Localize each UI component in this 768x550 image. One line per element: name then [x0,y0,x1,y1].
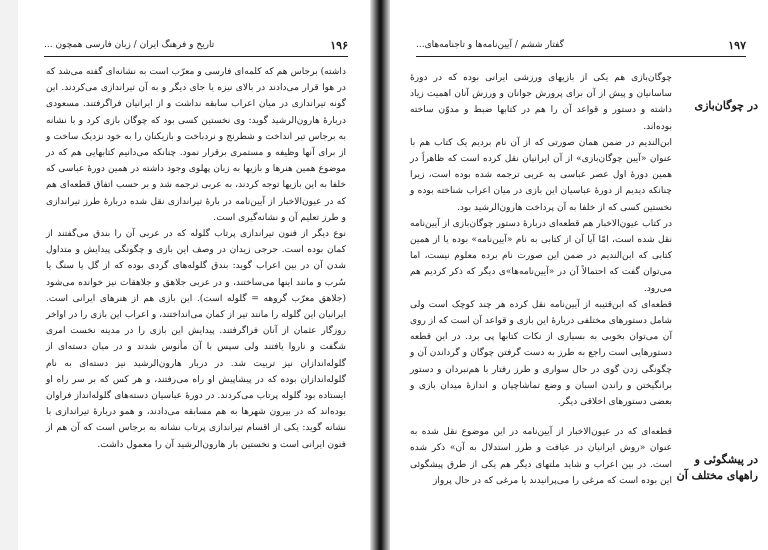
section-heading-divination: در پیشگوئی و راههای مختلف آن [676,453,758,482]
page-number: ۱۹۷ [728,38,746,52]
left-page-body [46,64,346,453]
paragraph: ابن‌الندیم در ضمن همان صورتی که از آن نام بردیم یک کتاب هم با عنوان «آیین چوگان‌بازی» از آن ایرانیان نقل کرده است که ظاهراً در همین دورهٔ اول عصر عباسی به عربی ترجمه شده بوده است، زیرا چنانکه دیدیم از دورهٔ عباسیان این بازی در میان اعراب شناخته بوده و نخستین کسی که از خلفا به آن پرداخت هارون‌الرشید بود. [410,137,672,213]
running-title: گفتار ششم / آیین‌نامه‌ها و تاجنامه‌های... [416,40,564,50]
book-spine [370,0,390,550]
paragraph: در کتاب عیون‌الاخبار هم قطعه‌ای دربارهٔ دستور چوگان‌بازی از آیین‌نامه نقل شده است، امّا آیا آن از کتابی به نام «آیین‌نامه» بوده یا از همین کتابی که ابن‌الندیم در ضمن این صورت نام برده معلوم نیست، اما می‌توان گفت که احتمالاً آن در «آیین‌نامه‌ها»ی دیگر که ذکر کردیم هم می‌رود. [410,218,672,294]
paragraph: قطعه‌ای که در عیون‌الاخبار از آیین‌نامه در این موضوع نقل شده به عنوان «روش ایرانیان در عیافت و طرز استدلال به آن» ذکر شده است. در بین اعراب و شاید ملتهای دیگر هم یکی از طرق پیشگوئی این بوده است که مرغی را می‌پرانیدند یا مرغی که در حال پرواز [410,427,672,486]
right-page-body [410,70,672,489]
running-title: تاریخ و فرهنگ ایران / زبان فارسی همچون ... [44,40,215,50]
paragraph: نوع دیگر از فنون تیراندازی پرتاب گلوله که در عربی آن را بندق می‌گفتند از کمان بوده است. جرجی زیدان در وصف این بازی و چگونگی پیدایش و متداول شدن آن در بین اعراب گوید: بندق گلوله‌های گردی بوده که از گل یا سنگ یا سُرب و مانند اینها می‌ساختند، و در عربی جلاهق و جلاهقات نیز خوانده می‌شود (جلاهق معرّب گروهه = گلوله است). این بازی هم از هنرهای ایرانی است. ایرانیان این گلوله را مانند تیر از کمان می‌انداختند، و اعراب این بازی را در اواخر روزگار عثمان از آنان فراگرفتند. پیدایش این بازی را در مدینه نخست امری شگفت و ناروا یافتند ولی سپس با آن مأنوس شدند و در میان دسته‌ای از گلوله‌اندازان نیز تربیت شد. در دربار هارون‌الرشید نیز دسته‌ای به نام گلوله‌اندازان بوده که در پیشاپیش او راه می‌رفتند، و هر کس که بر سر راه او ایستاده بود گلوله پرتاب می‌کردند. در دورهٔ عباسیان دسته‌های گلوله‌انداز فراوان بوده‌اند که در بیرون شهرها به هم مسابقه می‌دادند، و همو دربارهٔ تیراندازی با نشانه گوید: یکی از اقسام تیراندازی پرتاب نشانه به برجاس است که آن هم از فنون ایرانی است و نخستین بار هارون‌الرشید آن را معمول داشت. [46,229,346,450]
paragraph: چوگان‌بازی هم یکی از بازیهای ورزشی ایرانی بوده که در دورهٔ ساسانیان و پیش از آن برای پرورش جوانان و ورزش آنان اهمیت زیاد داشته و دستور و قواعد آن را هم در کتابها ضبط و مدوّن ساخته بوده‌اند. [410,73,672,132]
header-rule [44,56,348,57]
left-page-header [44,38,348,52]
section-heading-polo: در چوگان‌بازی [694,99,758,112]
scan-edge [0,0,18,550]
paragraph: قطعه‌ای که ابن‌قتیبه از آیین‌نامه نقل کرده هر چند کوچک است ولی شامل دستورهای مختلفی دربارهٔ این بازی و قواعد آن است که از روی آن می‌توان بخوبی به بسیاری از نکات کتابها پی برد. در این قطعه دستورهایی است راجع به طرز به دست گرفتن چوگان و گرداندن آن و چگونگی زدن گوی در حال سواری و طرز رفتار با هم‌نبردان و دستور برانگیختن و راندن اسبان و وضع تماشاچیان و اندازهٔ میدان بازی و بعضی دستورهای اخلاقی دیگر. [410,299,672,408]
right-page-header [416,38,746,52]
header-rule [416,56,746,57]
section-gap [410,410,672,424]
right-page [394,0,764,550]
left-page [22,0,366,550]
page-number: ۱۹۶ [330,38,348,52]
paragraph: داشته) برجاس هم که کلمه‌ای فارسی و معرّب است به نشانه‌ای گفته می‌شد که در هوا قرار می‌دادند در بالای نیزه یا جای دیگر و به آن تیراندازی می‌کردند. این گونه تیراندازی در میان اعراب سابقه نداشت و از ایرانیان فراگرفتند. مسعودی دربارهٔ هارون‌الرشید گوید: وی نخستین کسی بود که چوگان بازی کرد و با نشانه به برجاس تیر انداخت و شطرنج و نردباخت و بازیکنان را به خود نزدیک ساخت و از برای آنها وظیفه و مستمری برقرار نمود. چنانکه می‌دانیم کتابهایی هم که در موضوع همین هنرها و بازیها به زبان پهلوی وجود داشته در همین دورهٔ عباسی که خلفا به این بازیها توجه کردند، به عربی ترجمه شد و بر حسب اتفاق قطعه‌ای هم که در عیون‌الاخبار از آیین‌نامه در بارهٔ تیراندازی نقل شده دربارهٔ طرز تیراندازی و طرز تعلیم آن و نشانه‌گیری است. [46,67,346,223]
